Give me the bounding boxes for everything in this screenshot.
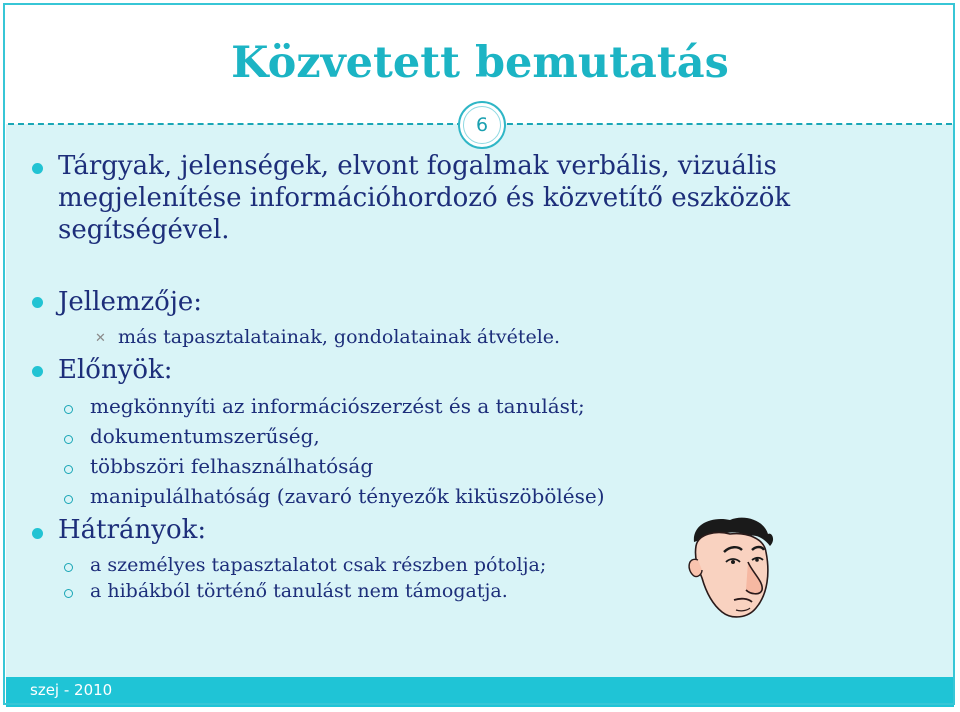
advantage-item: megkönnyíti az információszerzést és a tanulást; (90, 394, 585, 418)
ring-bullet-icon (64, 405, 73, 414)
x-mark-icon: ✕ (95, 331, 106, 346)
footer-bar (6, 677, 954, 707)
advantage-item: dokumentumszerűség, (90, 424, 320, 448)
thinking-man-face-clipart (672, 512, 792, 622)
bullet-dot-icon (32, 297, 43, 308)
ring-bullet-icon (64, 465, 73, 474)
footer-text: szej - 2010 (30, 681, 113, 699)
advantages-heading: Előnyök: (58, 355, 173, 385)
disadvantage-item: a személyes tapasztalatot csak részben pótolja; (90, 554, 547, 576)
ring-bullet-icon (64, 589, 73, 598)
bullet-dot-icon (32, 528, 43, 539)
bullet-dot-icon (32, 163, 43, 174)
ring-bullet-icon (64, 495, 73, 504)
bullet-characteristic-heading: Jellemzője: (58, 287, 203, 317)
bullet-dot-icon (32, 366, 43, 377)
characteristic-item: más tapasztalatainak, gondolatainak átvétele. (118, 326, 561, 348)
ring-bullet-icon (64, 435, 73, 444)
disadvantage-item: a hibákból történő tanulást nem támogatja. (90, 580, 508, 602)
page-number-badge: 6 (458, 101, 506, 149)
advantage-item: manipulálhatóság (zavaró tényezők kiküszöbölése) (90, 484, 605, 508)
slide-title: Közvetett bemutatás (231, 38, 729, 88)
disadvantages-heading: Hátrányok: (58, 515, 207, 545)
ring-bullet-icon (64, 563, 73, 572)
advantage-item: többszöri felhasználhatóság (90, 454, 374, 478)
bullet-definition: Tárgyak, jelenségek, elvont fogalmak verbális, vizuális megjelenítése információhordozó és közvetítő eszközök segítségével. (58, 151, 791, 245)
